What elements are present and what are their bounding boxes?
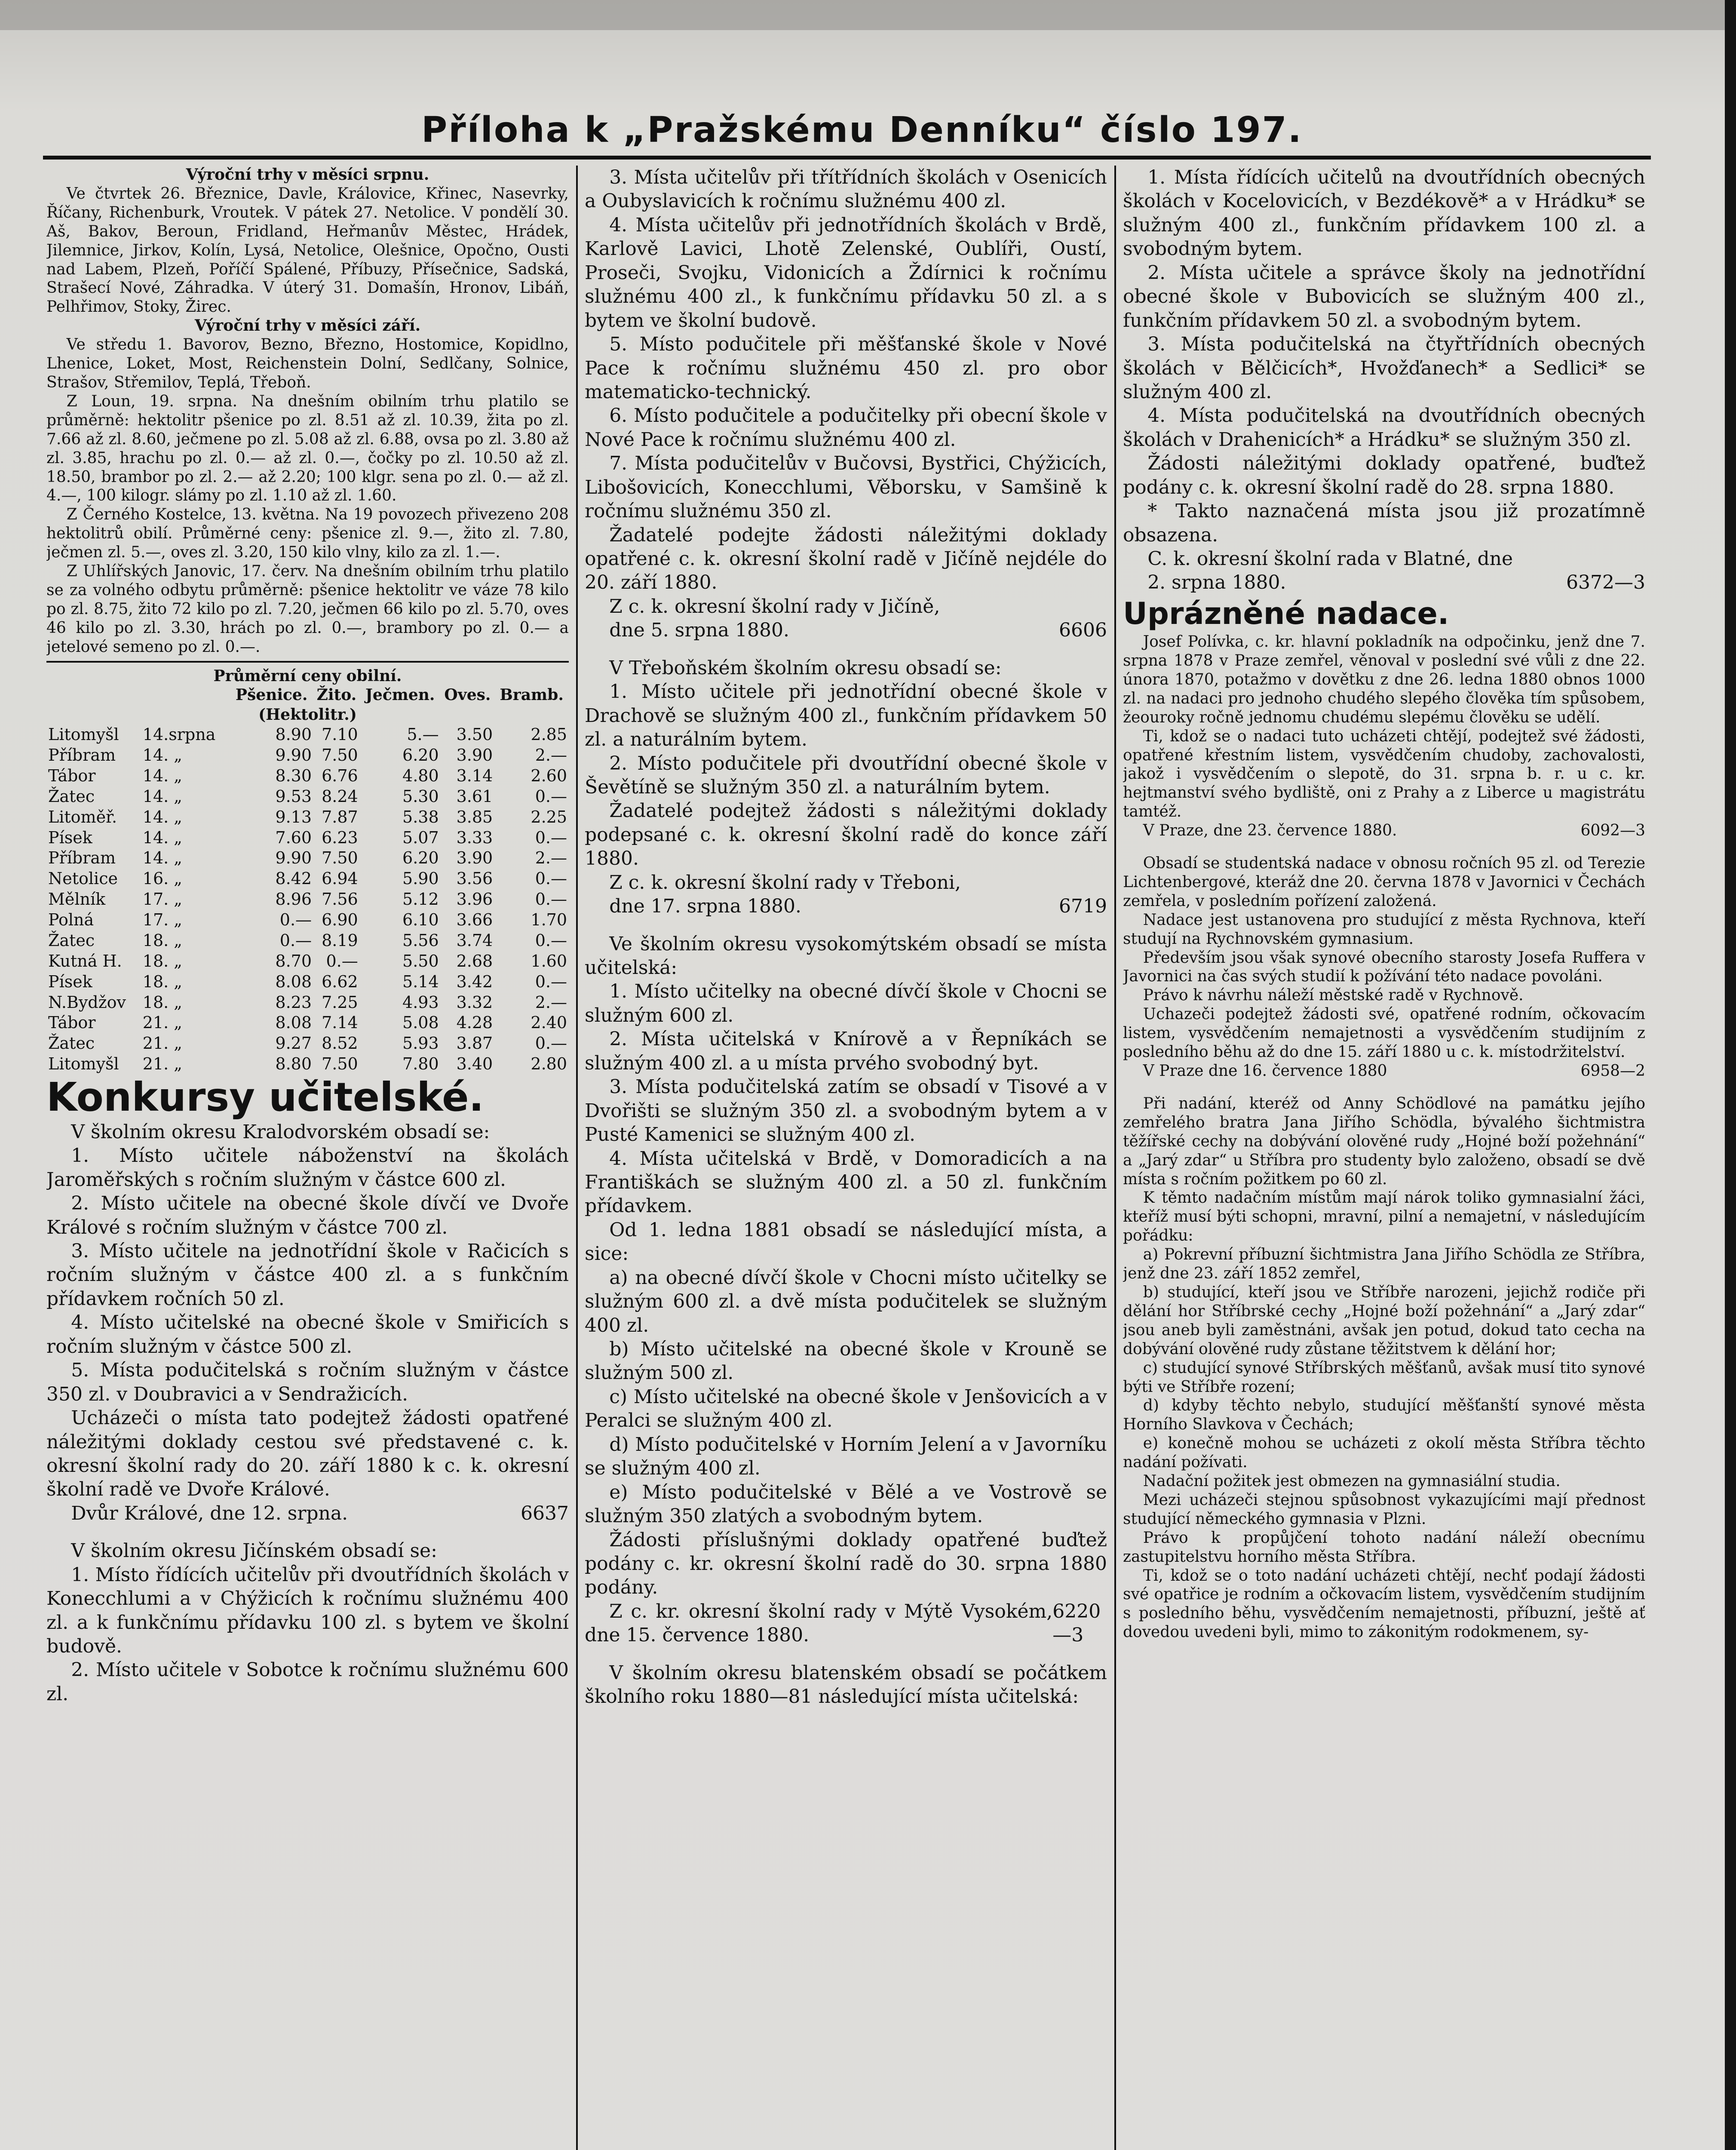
table-row <box>46 1013 569 1033</box>
paragraph: 5. Místo podučitele při měšťanské škole v Nové Pace k ročnímu služnému 450 zl. pro obor matematicko-technický. <box>585 333 1107 403</box>
signature-number: 6092—3 <box>1580 822 1645 840</box>
paragraph: Ucházeči o místa tato podejtež žádosti opatřené náležitými doklady cestou své představené c. k. okresní školní rady do 20. září 1880 k c. k. okresní školní radě ve Dvoře Králové. <box>46 1407 569 1501</box>
paragraph: Žádosti příslušnými doklady opatřené buďtež podány c. kr. okresní školní radě do 30. srpna 1880 podány. <box>585 1529 1107 1599</box>
paragraph: Žadatelé podejtež žádosti s náležitými doklady podepsané c. k. okresní školní radě do konce září 1880. <box>585 800 1107 870</box>
prices-body <box>46 725 569 1075</box>
paragraph: 2. Místa učitelská v Knírově a v Řepníkách se služným 400 zl. a u místa prvého svobodný byt. <box>585 1028 1107 1074</box>
signature-date: dne 5. srpna 1880. <box>609 619 789 642</box>
table-cell: 4.28 <box>456 1013 493 1032</box>
paragraph: 2. Místo podučitele při dvoutřídní obecné škole v Ševětíně se služným 350 zl. a naturálním bytem. <box>585 752 1107 798</box>
header-cell: Bramb. <box>500 686 564 704</box>
signature-place: Dvůr Králové, dne 12. srpna. <box>71 1502 348 1524</box>
paragraph: Ve středu 1. Bavorov, Bezno, Březno, Hostomice, Kopidlno, Lhenice, Loket, Most, Reichenstein Dolní, Sedlčany, Solnice, Strašov, Střemilov, Teplá, Třeboň. <box>46 336 569 391</box>
signature-number: 6372—3 <box>1566 571 1645 594</box>
table-cell: 3.87 <box>456 1034 493 1053</box>
table-cell: 5.38 <box>402 807 439 826</box>
paragraph: Ve školním okresu vysokomýtském obsadí se místa učitelská: <box>585 933 1107 979</box>
table-cell: 0.— <box>279 931 312 950</box>
table-cell: Písek <box>48 972 92 991</box>
paragraph: Při nadání, kteréž od Anny Schödlové na památku jejího zemřelého bratra Jana Jiřího Schödla, bývalého šichtmistra těžířské cechy na dobývání olověné rudy „Hojné boží požehnání“ a „Jarý zdar“ u Stříbra pro studenty bylo založeno, obsadí se dvě místa s ročním požitkem po 60 zl. <box>1123 1094 1645 1188</box>
table-cell: 17. „ <box>142 910 182 930</box>
table-cell: 2.40 <box>531 1013 567 1032</box>
paragraph: V školním okresu Jičínském obsadí se: <box>71 1540 437 1562</box>
table-cell: 5.— <box>407 725 439 744</box>
paragraph: Z Loun, 19. srpna. Na dnešním obilním trhu platilo se průměrně: hektolitr pšenice po zl. 8.51 až zl. 10.39, žita po zl. 7.66 až zl. 8.60, ječmene po zl. 5.08 až zl. 6.88, ovsa po zl. 3.80 až zl. 3.85, hrachu po zl. 0.— až zl. 0.—, čočky po zl. 10.50 až zl. 18.50, brambor po zl. 2.— až 2.20; 100 klgr. sena po zl. 0.— až zl. 4.—, 100 kilogr. slámy po zl. 1.10 až zl. 1.60. <box>46 392 569 505</box>
prices-unit: (Hektolitr.) <box>258 705 357 724</box>
table-cell: 6.62 <box>322 972 358 991</box>
column-rule-1 <box>576 166 578 2150</box>
paragraph: V Třeboňském školním okresu obsadí se: <box>609 657 1002 679</box>
konkursy-heading: Konkursy učitelské. <box>46 1074 484 1121</box>
table-cell: 8.30 <box>275 766 312 785</box>
table-cell: 7.80 <box>402 1054 439 1074</box>
paragraph: 4. Místa učitelův při jednotřídních školách v Brdě, Karlově Lavici, Lhotě Zelenské, Oublíři, Oustí, Proseči, Svojku, Vidonicích a Ždírnici k ročnímu služnému 400 zl., k funkčnímu přídavku 50 zl. a s bytem ve školní budově. <box>585 214 1107 332</box>
paragraph: 4. Místa podučitelská na dvoutřídních obecných školách v Drahenicích* a Hrádku* se služným 350 zl. <box>1123 405 1645 451</box>
paragraph: Žádosti náležitými doklady opatřené, buďtež podány c. k. okresní školní radě do 28. srpna 1880. <box>1123 452 1645 498</box>
table-row <box>46 972 569 992</box>
table-cell: 5.90 <box>402 869 439 888</box>
prices-header-row <box>46 685 569 705</box>
table-cell: 3.61 <box>456 786 493 806</box>
table-cell: Tábor <box>48 766 96 785</box>
table-cell: 0.— <box>535 786 567 806</box>
table-cell: 3.40 <box>456 1054 493 1074</box>
paragraph: 2. Místo učitele na obecné škole dívčí ve Dvoře Králové s ročním služným v částce 700 zl. <box>46 1192 569 1238</box>
paragraph: 3. Místa učitelův při třítřídních školách v Osenicích a Oubyslavicích k ročnímu služnému 400 zl. <box>585 166 1107 212</box>
paragraph: a) Pokrevní příbuzní šichtmistra Jana Jiřího Schödla ze Stříbra, jenž dne 23. září 1852 zemřel, <box>1123 1246 1645 1283</box>
table-row <box>46 951 569 972</box>
table-cell: 5.56 <box>402 931 439 950</box>
table-cell: 0.— <box>535 1034 567 1053</box>
paragraph: Ti, kdož se o nadaci tuto ucházeti chtějí, podejtež své žádosti, opatřené křestním listem, vysvědčením chudoby, zachovalosti, jakož i vysvědčením o slepotě, do 31. srpna b. r. u c. kr. hejtmanství svého bydliště, oni z Prahy a z Liberce u magistrátu tamtéž. <box>1123 727 1645 821</box>
paragraph: 5. Místa podučitelská s ročním služným v částce 350 zl. v Doubravici a v Sendražicích. <box>46 1359 569 1405</box>
table-cell: 6.94 <box>322 869 358 888</box>
paragraph: Od 1. ledna 1881 obsadí se následující místa, a sice: <box>585 1219 1107 1265</box>
paragraph: Nadace jest ustanovena pro studující z města Rychnova, kteří studují na Rychnovském gymnasium. <box>1123 911 1645 948</box>
table-cell: 1.60 <box>531 951 567 971</box>
table-cell: 9.90 <box>275 746 312 765</box>
signature-date: dne 17. srpna 1880. <box>609 895 801 918</box>
paragraph: 2. Místo učitele v Sobotce k ročnímu služnému 600 zl. <box>46 1659 569 1705</box>
paragraph: b) Místo učitelské na obecné škole v Krouně se služným 500 zl. <box>585 1338 1107 1384</box>
paragraph: 3. Místa podučitelská na čtyřtřídních obecných školách v Bělčicích*, Hvožďanech* a Sedlici* se služným 400 zl. <box>1123 333 1645 403</box>
table-cell: 6.20 <box>402 746 439 765</box>
table-cell: 4.80 <box>402 766 439 785</box>
signature <box>585 894 1107 918</box>
prices-table <box>46 685 569 1075</box>
table-cell: 1.70 <box>531 910 567 930</box>
table-cell: 21. „ <box>142 1013 182 1032</box>
masthead-rule <box>43 156 1651 160</box>
paragraph: 7. Místa podučitelův v Bučovsi, Bystřici, Chýžicích, Libošovicích, Konecchlumi, Věborsku, v Samšině k ročnímu služnému 350 zl. <box>585 452 1107 522</box>
table-cell: 18. „ <box>142 931 182 950</box>
paragraph: b) studující, kteří jsou ve Stříbře narozeni, jejichž rodiče při dělání hor Stříbrské cechy „Hojné boží požehnání“ a „Jarý zdar“ jsou aneb byli zaměstnáni, avšak jen potud, dokud tato cecha na dobývání olověné rudy zůstane těžitstvem k dělání hor; <box>1123 1283 1645 1358</box>
table-cell: 6.76 <box>322 766 358 785</box>
table-cell: 8.96 <box>275 890 312 909</box>
table-cell: 0.— <box>535 931 567 950</box>
table-row <box>46 786 569 807</box>
table-cell: 8.90 <box>275 725 312 744</box>
table-cell: 14. „ <box>142 746 182 765</box>
table-cell: 3.14 <box>456 766 493 785</box>
table-cell: 6.90 <box>322 910 358 930</box>
signature-line: C. k. okresní školní rada v Blatné, dne <box>1147 548 1513 570</box>
signature <box>46 1502 569 1525</box>
column-2 <box>585 166 1107 2150</box>
table-cell: 2.68 <box>456 951 493 971</box>
paragraph: 6. Místo podučitele a podučitelky při obecní škole v Nové Pace k ročnímu služnému 400 zl. <box>585 405 1107 451</box>
section-heading: Výroční trhy v měsíci srpnu. <box>186 166 429 184</box>
table-row <box>46 848 569 869</box>
table-cell: 8.70 <box>275 951 312 971</box>
table-cell: Žatec <box>48 931 95 950</box>
table-cell: 14.srpna <box>142 725 216 744</box>
paragraph: 3. Místa podučitelská zatím se obsadí v Tisové a v Dvořišti se služným 350 zl. a svobodným bytem a v Pusté Kamenici se služným 400 zl. <box>585 1076 1107 1146</box>
table-cell: 2.60 <box>531 766 567 785</box>
table-cell: 3.42 <box>456 972 493 991</box>
table-cell: 3.32 <box>456 992 493 1012</box>
table-cell: 3.56 <box>456 869 493 888</box>
table-row <box>46 1054 569 1075</box>
table-cell: 0.— <box>326 951 358 971</box>
table-cell: 7.25 <box>322 992 358 1012</box>
table-cell: Litomyšl <box>48 1054 119 1074</box>
table-cell: Žatec <box>48 786 95 806</box>
paragraph: 2. Místa učitele a správce školy na jednotřídní obecné škole v Bubovicích se služným 400 zl., funkčním přídavkem 50 zl. a svobodným bytem. <box>1123 261 1645 332</box>
prices-title: Průměrní ceny obilní. <box>213 666 402 685</box>
paragraph: Právo k propůjčení tohoto nadání náleží obecnímu zastupitelstvu horního města Stříbra. <box>1123 1529 1645 1566</box>
signature <box>1123 821 1645 840</box>
paragraph: Právo k návrhu náleží městské radě v Rychnově. <box>1143 986 1524 1004</box>
signature-number: 6958—2 <box>1580 1062 1645 1080</box>
table-cell: 5.30 <box>402 786 439 806</box>
table-cell: 7.87 <box>322 807 358 826</box>
table-cell: 7.50 <box>322 746 358 765</box>
paragraph: Josef Polívka, c. kr. hlavní pokladník na odpočinku, jenž dne 7. srpna 1878 v Praze zemřel, věnoval v poslední své vůli z dne 22. února 1870, potažmo v dovětku z dne 26. ledna 1880 obnos 1000 zl. na nadaci pro jednoho chudého slepého člověka tím spůsobem, žeouroky ročně jednomu chudému slepému člověku se udělí. <box>1123 633 1645 726</box>
table-row <box>46 869 569 889</box>
table-cell: 21. „ <box>142 1054 182 1074</box>
table-cell: 3.90 <box>456 746 493 765</box>
table-cell: 7.50 <box>322 1054 358 1074</box>
table-cell: Příbram <box>48 746 116 765</box>
table-cell: 2.— <box>535 992 567 1012</box>
signature <box>1123 1062 1645 1081</box>
table-cell: 14. „ <box>142 786 182 806</box>
signature <box>585 1600 1107 1647</box>
paragraph: Ve čtvrtek 26. Březnice, Davle, Královice, Křinec, Nasevrky, Říčany, Richenburk, Vroutek. V pátek 27. Netolice. V pondělí 30. Aš, Bakov, Beroun, Fridland, Heřmanův Městec, Hrádek, Jilemnice, Jirkov, Kolín, Lysá, Netolice, Olešnice, Opočno, Ousti nad Labem, Plzeň, Poříčí Spálené, Příbuzy, Přísečnice, Sadská, Strašecí Nové, Záhradka. V úterý 31. Domašín, Hronov, Libáň, Pelhřimov, Stoky, Žirec. <box>46 184 569 316</box>
table-cell: 5.08 <box>402 1013 439 1032</box>
paragraph: e) konečně mohou se ucházeti z okolí města Stříbra těchto nadání požívati. <box>1123 1434 1645 1471</box>
table-cell: 9.27 <box>275 1034 312 1053</box>
table-cell: 3.74 <box>456 931 493 950</box>
table-cell: Tábor <box>48 1013 96 1032</box>
table-row <box>46 889 569 910</box>
masthead: Příloha k „Pražskému Denníku“ číslo 197. <box>421 110 1303 150</box>
paragraph: c) Místo učitelské na obecné škole v Jenšovicích a v Peralci se služným 400 zl. <box>585 1385 1107 1432</box>
paragraph: 4. Místo učitelské na obecné škole v Smiřicích s ročním služným v částce 500 zl. <box>46 1312 569 1358</box>
signature <box>1123 571 1645 594</box>
table-cell: 9.13 <box>275 807 312 826</box>
signature-place: Z c. kr. okresní školní rady v Mýtě Vysokém, dne 15. července 1880. <box>585 1600 1053 1646</box>
paragraph: V školním okresu blatenském obsadí se počátkem školního roku 1880—81 následující místa učitelská: <box>585 1662 1107 1708</box>
table-cell: N.Bydžov <box>48 992 126 1012</box>
table-cell: 2.25 <box>531 807 567 826</box>
table-cell: 8.23 <box>275 992 312 1012</box>
header-cell <box>46 685 230 705</box>
table-cell: Polná <box>48 910 94 930</box>
table-cell: 3.85 <box>456 807 493 826</box>
table-cell: 8.08 <box>275 1013 312 1032</box>
signature-date: 2. srpna 1880. <box>1147 571 1286 594</box>
paragraph: 3. Místo učitele na jednotřídní škole v Račicích s ročním služným v částce 400 zl. a s funkčním přídavkem ročních 50 zl. <box>46 1240 569 1310</box>
table-cell: 0.— <box>535 828 567 847</box>
table-row <box>46 766 569 786</box>
table-cell: 5.93 <box>402 1034 439 1053</box>
paragraph: 1. Místa řídících učitelů na dvoutřídních obecných školách v Kocelovicích, v Bezdékově* a v Hrádku* se služným 400 zl., funkčním přídavkem 100 zl. a svobodným bytem. <box>1123 166 1645 260</box>
table-cell: 9.53 <box>275 786 312 806</box>
table-cell: 18. „ <box>142 951 182 971</box>
table-cell: 0.— <box>535 869 567 888</box>
table-cell: Mělník <box>48 890 106 909</box>
signature-place: V Praze dne 16. července 1880 <box>1143 1062 1387 1080</box>
column-1 <box>46 166 569 2150</box>
paragraph: K těmto nadačním místům mají nárok toliko gymnasialní žáci, kteříž musí býti schopni, mravní, pilní a nemajetní, v následujícím pořádku: <box>1123 1189 1645 1245</box>
paragraph: Uchazeči podejtež žádosti své, opatřené rodním, očkovacím listem, vysvědčením nemajetnosti a vysvědčením studijním z posledního běhu až do dne 15. září 1880 u c. k. místodržitelství. <box>1123 1005 1645 1061</box>
paragraph: Mezi ucházeči stejnou spůsobnost vykazujícími mají přednost studující německého gymnasia v Plzni. <box>1123 1491 1645 1528</box>
table-cell: 17. „ <box>142 890 182 909</box>
table-cell: 7.50 <box>322 848 358 868</box>
table-row <box>46 992 569 1013</box>
table-cell: 7.10 <box>322 725 358 744</box>
table-cell: 5.12 <box>402 890 439 909</box>
scan-edge-right <box>1725 0 1736 2150</box>
table-cell: 0.— <box>535 972 567 991</box>
table-cell: Litomyšl <box>48 725 119 744</box>
table-row <box>46 725 569 745</box>
signature-number: 6606 <box>1059 619 1107 642</box>
signature-number: 6637 <box>521 1502 569 1524</box>
table-cell: 2.85 <box>531 725 567 744</box>
signature-line: Z c. k. okresní školní rady v Jičíně, <box>609 595 940 617</box>
paragraph: Ti, kdož se o toto nadání ucházeti chtějí, nechť podají žádosti své opatřice je rodním a očkovacím listem, vysvědčením studijním s posledního běhu, vysvědčením nemajetnosti, příbuzní, ještě ať dovedou uvedeni byli, mimo to zákonitým rodokmenem, sy- <box>1123 1566 1645 1641</box>
table-cell: 2.— <box>535 848 567 868</box>
column-3 <box>1123 166 1645 2150</box>
table-cell: 7.60 <box>275 828 312 847</box>
table-cell: 3.96 <box>456 890 493 909</box>
header-cell: Žito. <box>316 686 357 704</box>
signature-number: 6719 <box>1059 895 1107 918</box>
table-cell: 6.20 <box>402 848 439 868</box>
header-cell: Pšenice. <box>235 686 308 704</box>
table-cell: 3.50 <box>456 725 493 744</box>
table-cell: 8.52 <box>322 1034 358 1053</box>
table-cell: 8.19 <box>322 931 358 950</box>
paragraph: d) kdyby těchto nebylo, studující měšťanští synové města Horního Slavkova v Čechách; <box>1123 1397 1645 1434</box>
paragraph: Obsadí se studentská nadace v obnosu ročních 95 zl. od Terezie Lichtenbergové, kteráž dne 20. června 1878 v Javornici v Čechách zemřela, v posledním pořízení založená. <box>1123 854 1645 910</box>
paragraph: Především jsou však synové obecního starosty Josefa Ruffera v Javornici na čas svých studií k požívání této nadace povoláni. <box>1123 949 1645 986</box>
paragraph: Nadační požitek jest obmezen na gymnasiální studia. <box>1143 1472 1561 1490</box>
table-cell: Žatec <box>48 1034 95 1053</box>
table-cell: 8.08 <box>275 972 312 991</box>
paragraph: 1. Místo učitele při jednotřídní obecné škole v Drachově se služným 400 zl., funkčním přídavkem 50 zl. a naturálním bytem. <box>585 681 1107 751</box>
table-cell: 18. „ <box>142 972 182 991</box>
paragraph: 1. Místo řídících učitelův při dvoutřídních školách v Konecchlumi a v Chýžicích k ročnímu služnému 400 zl. a k funkčnímu přídavku 100 zl. s bytem ve školní budově. <box>46 1563 569 1658</box>
table-cell: 7.56 <box>322 890 358 909</box>
table-cell: 3.66 <box>456 910 493 930</box>
table-cell: 7.14 <box>322 1013 358 1032</box>
nadace-heading: Uprázněné nadace. <box>1123 596 1449 631</box>
header-cell: Oves. <box>444 686 491 704</box>
table-cell: 5.14 <box>402 972 439 991</box>
table-cell: Litoměř. <box>48 807 117 826</box>
paragraph: Žadatelé podejte žádosti náležitými doklady opatřené c. k. okresní školní radě v Jičíně nejdéle do 20. září 1880. <box>585 524 1107 594</box>
table-cell: 2.80 <box>531 1054 567 1074</box>
table-cell: 14. „ <box>142 828 182 847</box>
scan-edge-top <box>0 0 1736 30</box>
signature-line: Z c. k. okresní školní rady v Třeboni, <box>609 871 961 894</box>
table-cell: 16. „ <box>142 869 182 888</box>
table-cell: Písek <box>48 828 92 847</box>
paragraph: c) studující synové Stříbrských měšťanů, avšak musí tito synové býti ve Stříbře rození; <box>1123 1359 1645 1396</box>
table-cell: 6.10 <box>402 910 439 930</box>
header-cell: Ječmen. <box>365 686 435 704</box>
paragraph: 1. Místo učitelky na obecné dívčí škole v Chocni se služným 600 zl. <box>585 980 1107 1026</box>
table-cell: 0.— <box>535 890 567 909</box>
signature-number: 6220—3 <box>1052 1600 1101 1646</box>
paragraph: 4. Místa učitelská v Brdě, v Domoradicích a na Františkách se služným 400 zl. a 50 zl. funkčním přídavkem. <box>585 1147 1107 1217</box>
table-cell: 18. „ <box>142 992 182 1012</box>
table-cell: 14. „ <box>142 807 182 826</box>
paragraph: V školním okresu Kralodvorském obsadí se: <box>71 1121 490 1143</box>
paragraph: * Takto naznačená místa jsou již prozatímně obsazena. <box>1123 500 1645 546</box>
table-cell: 14. „ <box>142 766 182 785</box>
table-cell: 21. „ <box>142 1034 182 1053</box>
paragraph: Z Uhlířských Janovic, 17. červ. Na dnešním obilním trhu platilo se za volného odbytu průměrně: pšenice hektolitr ve váze 78 kilo po zl. 8.75, žito 72 kilo po zl. 7.20, ječmen 66 kilo po zl. 5.70, oves 46 kilo po zl. 3.30, hrách po zl. 0.—, brambory po zl. 0.— a jetelové semeno po zl. 0.—. <box>46 562 569 656</box>
table-cell: 5.50 <box>402 951 439 971</box>
paragraph: 1. Místo učitele náboženství na školách Jaroměřských s ročním služným v částce 600 zl. <box>46 1145 569 1191</box>
table-row <box>46 807 569 828</box>
table-cell: 9.90 <box>275 848 312 868</box>
paragraph: Z Černého Kostelce, 13. května. Na 19 povozech přivezeno 208 hektolitrů obilí. Průměrné ceny: pšenice zl. 9.—, žito zl. 7.80, ječmen zl. 5.—, oves zl. 3.20, 150 kilo vlny, kilo za zl. 1.—. <box>46 506 569 562</box>
table-cell: Kutná H. <box>48 951 122 971</box>
table-row <box>46 828 569 848</box>
table-row <box>46 931 569 951</box>
table-cell: 2.— <box>535 746 567 765</box>
table-cell: Netolice <box>48 869 118 888</box>
table-cell: 8.42 <box>275 869 312 888</box>
signature <box>585 618 1107 642</box>
table-cell: 0.— <box>279 910 312 930</box>
paragraph: e) Místo podučitelské v Bělé a ve Vostrově se služným 350 zlatých a svobodným bytem. <box>585 1481 1107 1527</box>
table-cell: 5.07 <box>402 828 439 847</box>
table-cell: 4.93 <box>402 992 439 1012</box>
table-row <box>46 1033 569 1054</box>
table-cell: 6.23 <box>322 828 358 847</box>
table-cell: Příbram <box>48 848 116 868</box>
paragraph: a) na obecné dívčí škole v Chocni místo učitelky se služným 600 zl. a dvě místa podučitelek se služným 400 zl. <box>585 1266 1107 1336</box>
table-cell: 3.90 <box>456 848 493 868</box>
table-cell: 3.33 <box>456 828 493 847</box>
table-cell: 8.24 <box>322 786 358 806</box>
paragraph: d) Místo podučitelské v Horním Jelení a v Javorníku se služným 400 zl. <box>585 1433 1107 1480</box>
section-heading: Výroční trhy v měsíci září. <box>194 316 421 335</box>
separator <box>46 661 569 663</box>
prices-unit-row <box>46 705 569 725</box>
signature-place: V Praze, dne 23. července 1880. <box>1143 822 1397 840</box>
table-cell: 14. „ <box>142 848 182 868</box>
table-row <box>46 910 569 931</box>
table-row <box>46 745 569 766</box>
table-cell: 8.80 <box>275 1054 312 1074</box>
column-rule-2 <box>1114 166 1116 2150</box>
